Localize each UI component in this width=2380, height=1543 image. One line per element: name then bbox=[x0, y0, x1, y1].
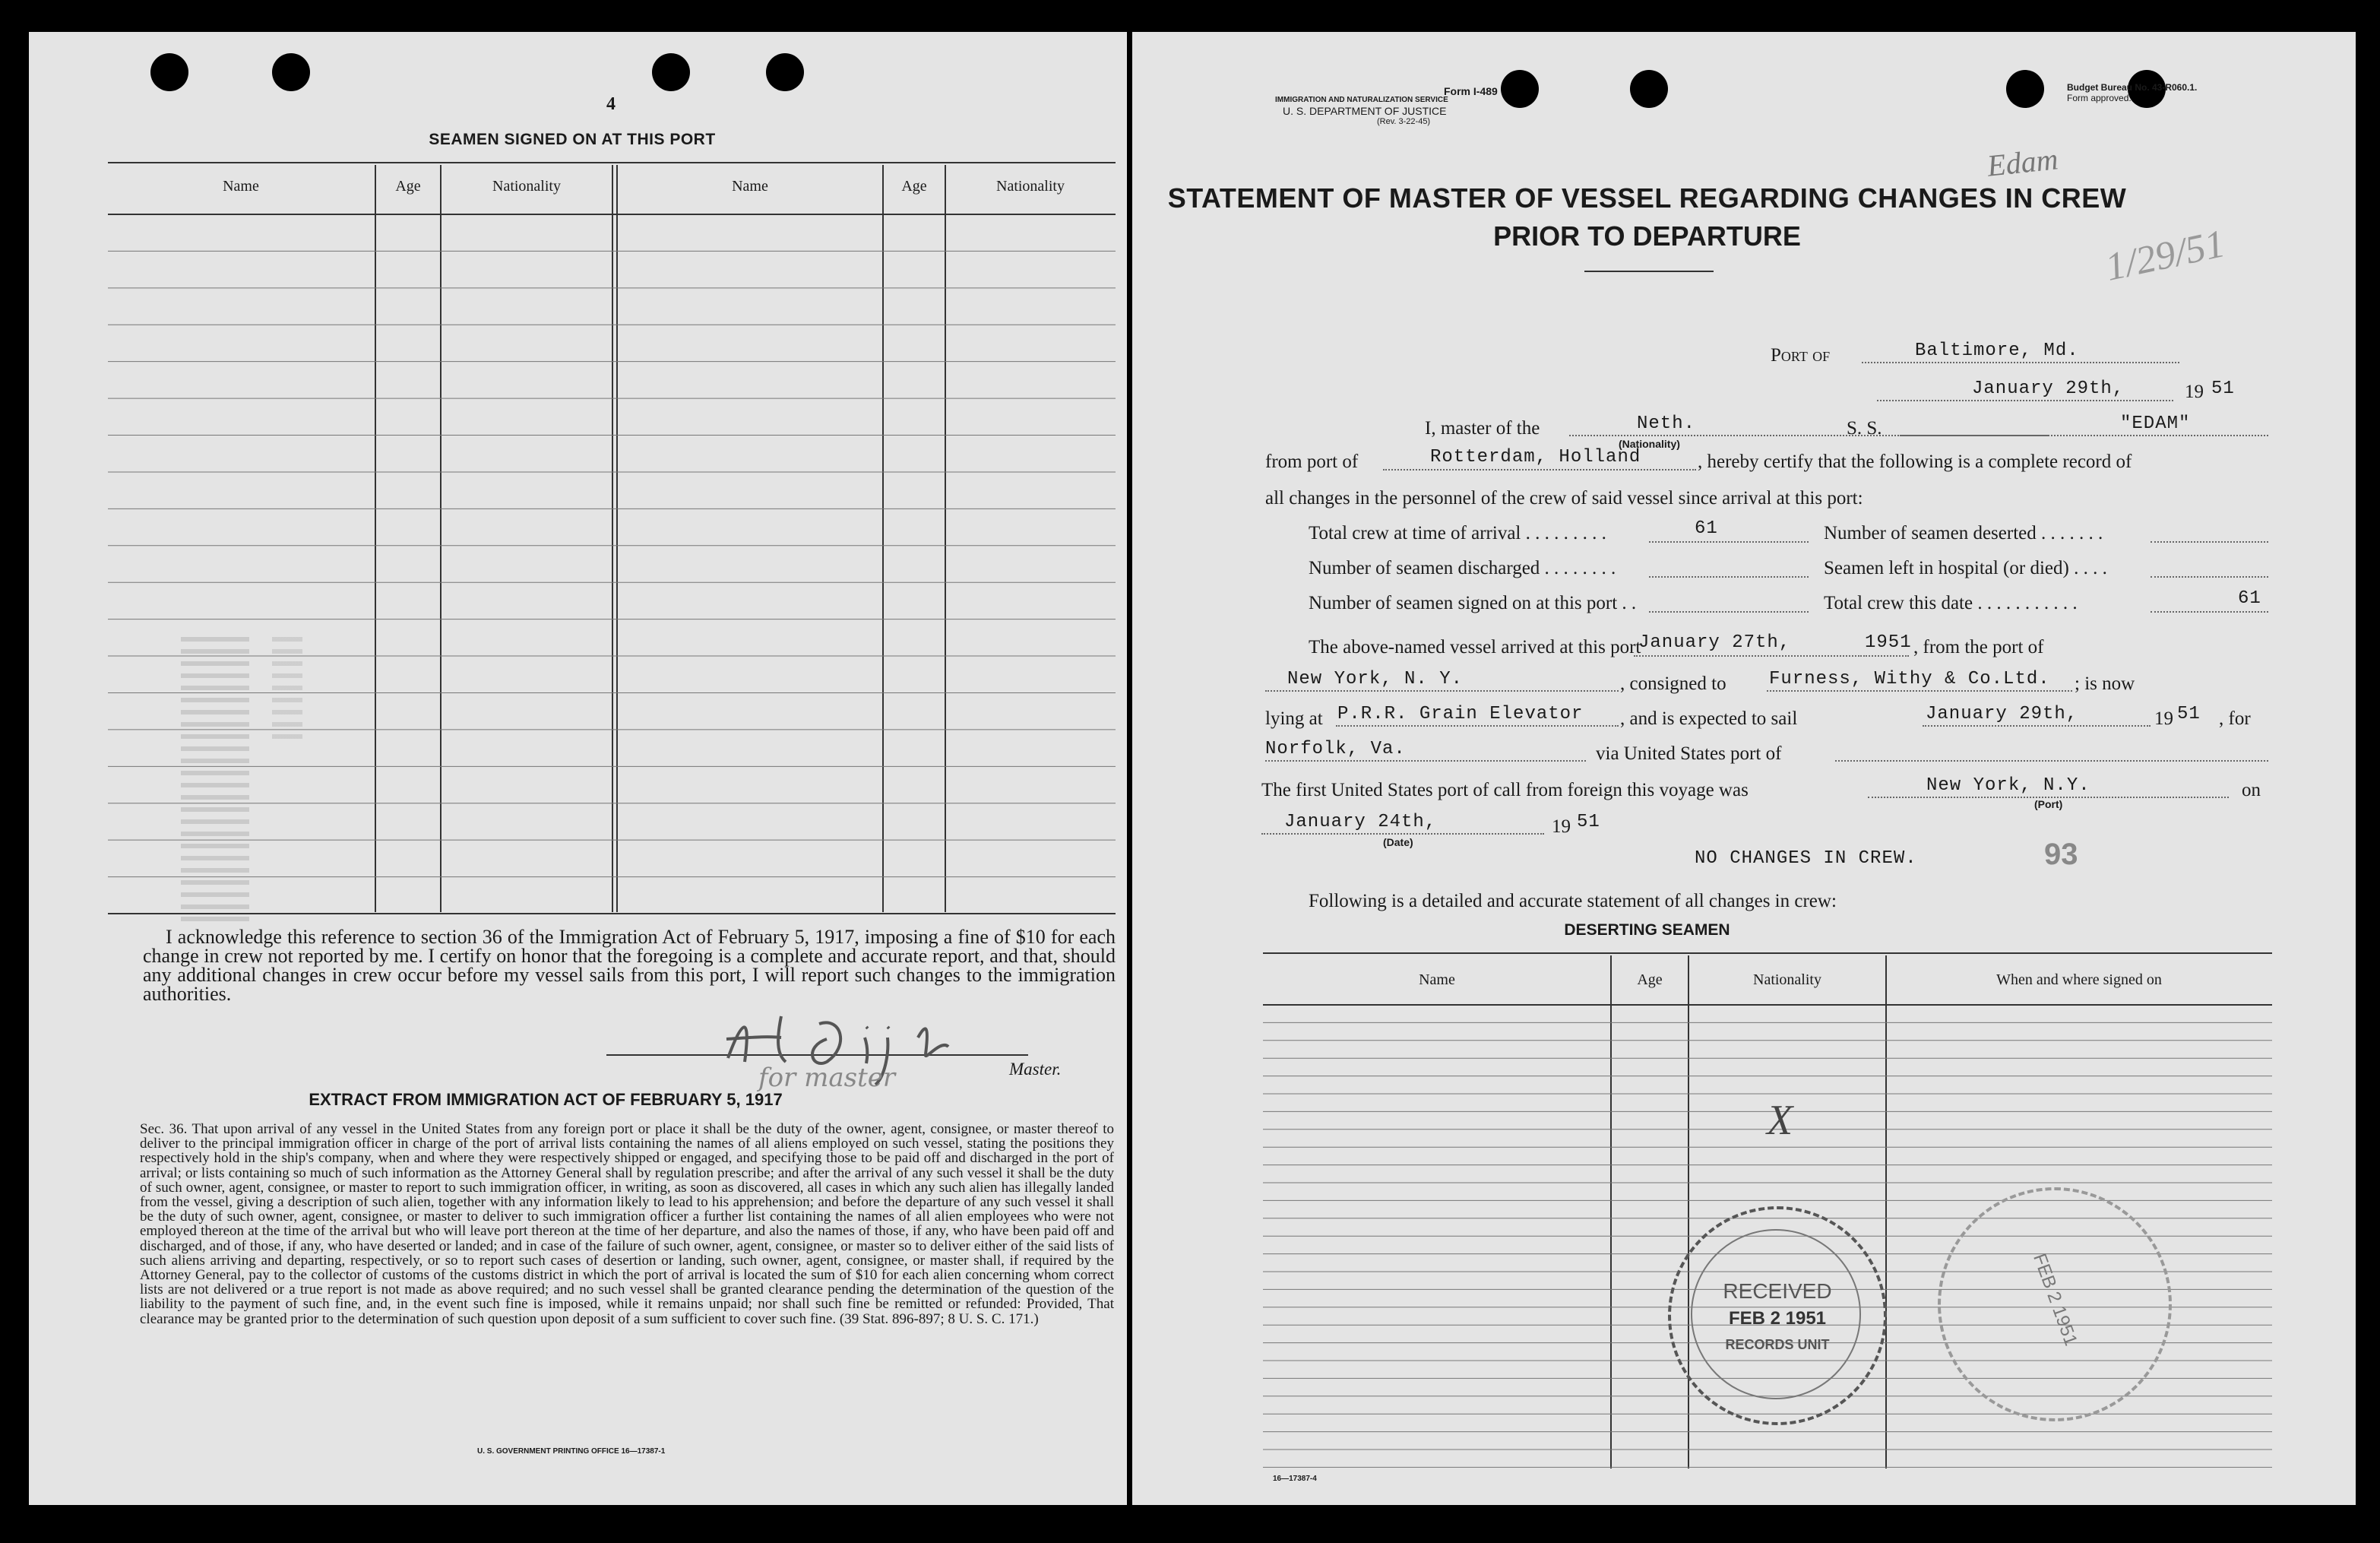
on-label: on bbox=[2242, 780, 2261, 800]
col-header-age: Age bbox=[901, 178, 927, 195]
lying-value: P.R.R. Grain Elevator bbox=[1337, 704, 1584, 724]
port-label: Port of bbox=[1771, 345, 1831, 366]
handwritten-ship: Edam bbox=[1985, 141, 2060, 183]
destination-value: Norfolk, Va. bbox=[1265, 739, 1406, 759]
sail-year-prefix: 19 bbox=[2154, 708, 2173, 729]
des-header-nationality: Nationality bbox=[1753, 971, 1821, 988]
first-year-prefix: 19 bbox=[1552, 816, 1571, 837]
col-header-age: Age bbox=[395, 178, 421, 195]
revision: (Rev. 3-22-45) bbox=[1377, 117, 1431, 126]
is-now-label: ; is now bbox=[2075, 673, 2135, 694]
nationality-value: Neth. bbox=[1637, 413, 1696, 434]
left-page bbox=[29, 32, 1127, 1505]
extract-title: EXTRACT FROM IMMIGRATION ACT OF FEBRUARY 5, 1917 bbox=[309, 1090, 783, 1109]
consigned-value: Furness, Withy & Co.Ltd. bbox=[1769, 669, 2050, 689]
printer-line: U. S. GOVERNMENT PRINTING OFFICE 16—17387-1 bbox=[477, 1447, 666, 1456]
col-header-name: Name bbox=[732, 178, 768, 195]
section-title: SEAMEN SIGNED ON AT THIS PORT bbox=[429, 131, 716, 148]
via-label: via United States port of bbox=[1596, 743, 1782, 764]
handwritten-mark: X bbox=[1767, 1097, 1793, 1144]
date-year-prefix: 19 bbox=[2185, 382, 2204, 402]
certify-text2: all changes in the personnel of the crew of said vessel since arrival at this port: bbox=[1265, 488, 1863, 509]
total-date-label: Total crew this date . . . . . . . . . . . bbox=[1824, 593, 2078, 613]
ss-label: S. S. bbox=[1847, 418, 1882, 439]
port-value: Baltimore, Md. bbox=[1915, 341, 2079, 361]
first-port-caption: (Port) bbox=[2034, 798, 2063, 810]
arrived-from-label: , from the port of bbox=[1913, 637, 2044, 657]
sail-year: 51 bbox=[2177, 704, 2201, 724]
stamp2-date: FEB 2 1951 bbox=[2029, 1250, 2081, 1348]
no-changes: NO CHANGES IN CREW. bbox=[1695, 848, 1917, 869]
discharged-label: Number of seamen discharged . . . . . . . . bbox=[1309, 558, 1616, 578]
title-line1: STATEMENT OF MASTER OF VESSEL REGARDING CHANGES IN CREW bbox=[1167, 182, 2127, 214]
total-arrival-label: Total crew at time of arrival . . . . . . . . . bbox=[1309, 523, 1606, 543]
acknowledgment-text: I acknowledge this reference to section 36 of the Immigration Act of February 5, 1917, imposing a fine of $10 for each change in crew not reported by me. I certify on honor that the foregoing is a complete and accurate report, and that, should any additional changes in crew occur before my vessel sails from this port, I will report such changes to the immigration authorities. bbox=[143, 926, 1116, 1005]
from-port-label: from port of bbox=[1265, 451, 1359, 472]
agency-line1: IMMIGRATION AND NATURALIZATION SERVICE bbox=[1275, 96, 1448, 104]
title-line2: PRIOR TO DEPARTURE bbox=[1493, 220, 1801, 252]
arrived-label: The above-named vessel arrived at this port bbox=[1309, 637, 1641, 657]
for-label: , for bbox=[2219, 708, 2251, 729]
col-header-nationality: Nationality bbox=[492, 178, 561, 195]
first-port-label: The first United States port of call from foreign this voyage was bbox=[1261, 780, 1749, 800]
svg-text:for master: for master bbox=[758, 1063, 896, 1092]
stamp-received: RECEIVED bbox=[1723, 1279, 1832, 1303]
des-header-age: Age bbox=[1637, 971, 1663, 988]
second-stamp bbox=[1938, 1187, 2172, 1421]
following-text: Following is a detailed and accurate statement of all changes in crew: bbox=[1309, 891, 1837, 911]
master-label: Master. bbox=[1009, 1060, 1062, 1079]
col-header-name: Name bbox=[223, 178, 259, 195]
col-header-nationality: Nationality bbox=[996, 178, 1065, 195]
first-year: 51 bbox=[1577, 812, 1600, 832]
right-page bbox=[1132, 32, 2356, 1505]
stamp-date: FEB 2 1951 bbox=[1728, 1308, 1827, 1329]
master-label: I, master of the bbox=[1425, 418, 1540, 439]
ship-name: "EDAM" bbox=[2120, 413, 2191, 434]
signed-on-label: Number of seamen signed on at this port . . bbox=[1309, 593, 1637, 613]
from-port-value: Rotterdam, Holland bbox=[1430, 447, 1641, 467]
arrived-year: 1951 bbox=[1865, 632, 1912, 653]
arrived-date: January 27th, bbox=[1638, 632, 1791, 653]
handwritten-date: 1/29/51 bbox=[2101, 222, 2230, 290]
date-year: 51 bbox=[2211, 379, 2235, 399]
certify-text: , hereby certify that the following is a complete record of bbox=[1698, 451, 2132, 472]
stamp-unit: RECORDS UNIT bbox=[1725, 1337, 1830, 1352]
form-number: Form I-489 bbox=[1444, 85, 1498, 97]
nationality-caption: (Nationality) bbox=[1619, 438, 1680, 450]
budget-line2: Form approved. bbox=[2067, 93, 2132, 103]
consigned-label: , consigned to bbox=[1620, 673, 1726, 694]
deserting-title: DESERTING SEAMEN bbox=[1564, 921, 1730, 939]
des-header-name: Name bbox=[1419, 971, 1455, 988]
sail-date: January 29th, bbox=[1926, 704, 2078, 724]
deserted-label: Number of seamen deserted . . . . . . . bbox=[1824, 523, 2103, 543]
extract-text: Sec. 36. That upon arrival of any vessel in the United States from any foreign port or place it shall be the duty of the owner, agent, consignee, or master thereof to deliver to the principal immigration officer in charge of the port of arrival lists containing the names of all aliens employed on such vessel, stating the positions they respectively hold in the ship's company, when and where they were respectively shipped or engaged, and specifying those to be paid off and discharged in the port of arrival; or lists containing so much of such information as the Attorney General shall by regulation prescribe; and after the arrival of any such vessel it shall be the duty of such owner, agent, consignee, or master to report to such immigration officer, in writing, as soon as discovered, all cases in which any such alien has illegally landed from the vessel, giving a description of such alien, together with any information likely to lead to his apprehension; and before the departure of any such vessel it shall be the duty of such owner, agent, consignee, or master to deliver to such immigration officer a further list containing the names of all alien employees who were not employed thereon at the time of the arrival but who will leave port thereon at the time of her departure, and also the names of those, if any, who have been paid off and discharged, and of those, if any, who have deserted or landed; and in case of the failure of such owner, agent, consignee, or master so to deliver either of the said lists of such aliens arriving and departing, respectively, or so to report such cases of desertion or landing, such owner, agent, consignee, or master shall, if required by the Attorney General, pay to the collector of customs of the customs district in which the port of arrival is located the sum of $10 for each alien concerning whom correct lists are not delivered or a true report is not made as above required; and no such vessel shall be granted clearance pending the determination of the question of the liability to the payment of such fine, and, in the event such fine is imposed, while it remains unpaid; nor shall such fine be remitted or refunded: Provided, That clearance may be granted prior to the determination of such question upon deposit of a sum sufficient to cover such fine. (39 Stat. 896-897; 8 U. S. C. 171.) bbox=[140, 1121, 1114, 1327]
bleed-through-mark bbox=[272, 632, 302, 739]
date-value: January 29th, bbox=[1972, 379, 2125, 399]
right-printer-line: 16—17387-4 bbox=[1273, 1475, 1317, 1483]
received-stamp bbox=[1668, 1206, 1887, 1425]
master-signature bbox=[698, 1001, 1047, 1092]
arrived-from-value: New York, N. Y. bbox=[1287, 669, 1464, 689]
first-date-value: January 24th, bbox=[1284, 812, 1437, 832]
stamp-number: 93 bbox=[2044, 838, 2078, 871]
agency-line2: U. S. DEPARTMENT OF JUSTICE bbox=[1283, 105, 1447, 117]
first-date-caption: (Date) bbox=[1383, 836, 1413, 848]
lying-label: lying at bbox=[1265, 708, 1323, 729]
first-port-value: New York, N.Y. bbox=[1926, 775, 2090, 796]
budget-line1: Budget Bureau No. 43-R060.1. bbox=[2067, 82, 2198, 93]
total-arrival-value: 61 bbox=[1695, 518, 1718, 539]
hospital-label: Seamen left in hospital (or died) . . . . bbox=[1824, 558, 2107, 578]
des-header-when-where: When and where signed on bbox=[1996, 971, 2162, 988]
sail-label: , and is expected to sail bbox=[1620, 708, 1798, 729]
page-number: 4 bbox=[606, 94, 616, 114]
total-date-value: 61 bbox=[2238, 588, 2261, 609]
bleed-through-mark bbox=[181, 632, 249, 921]
